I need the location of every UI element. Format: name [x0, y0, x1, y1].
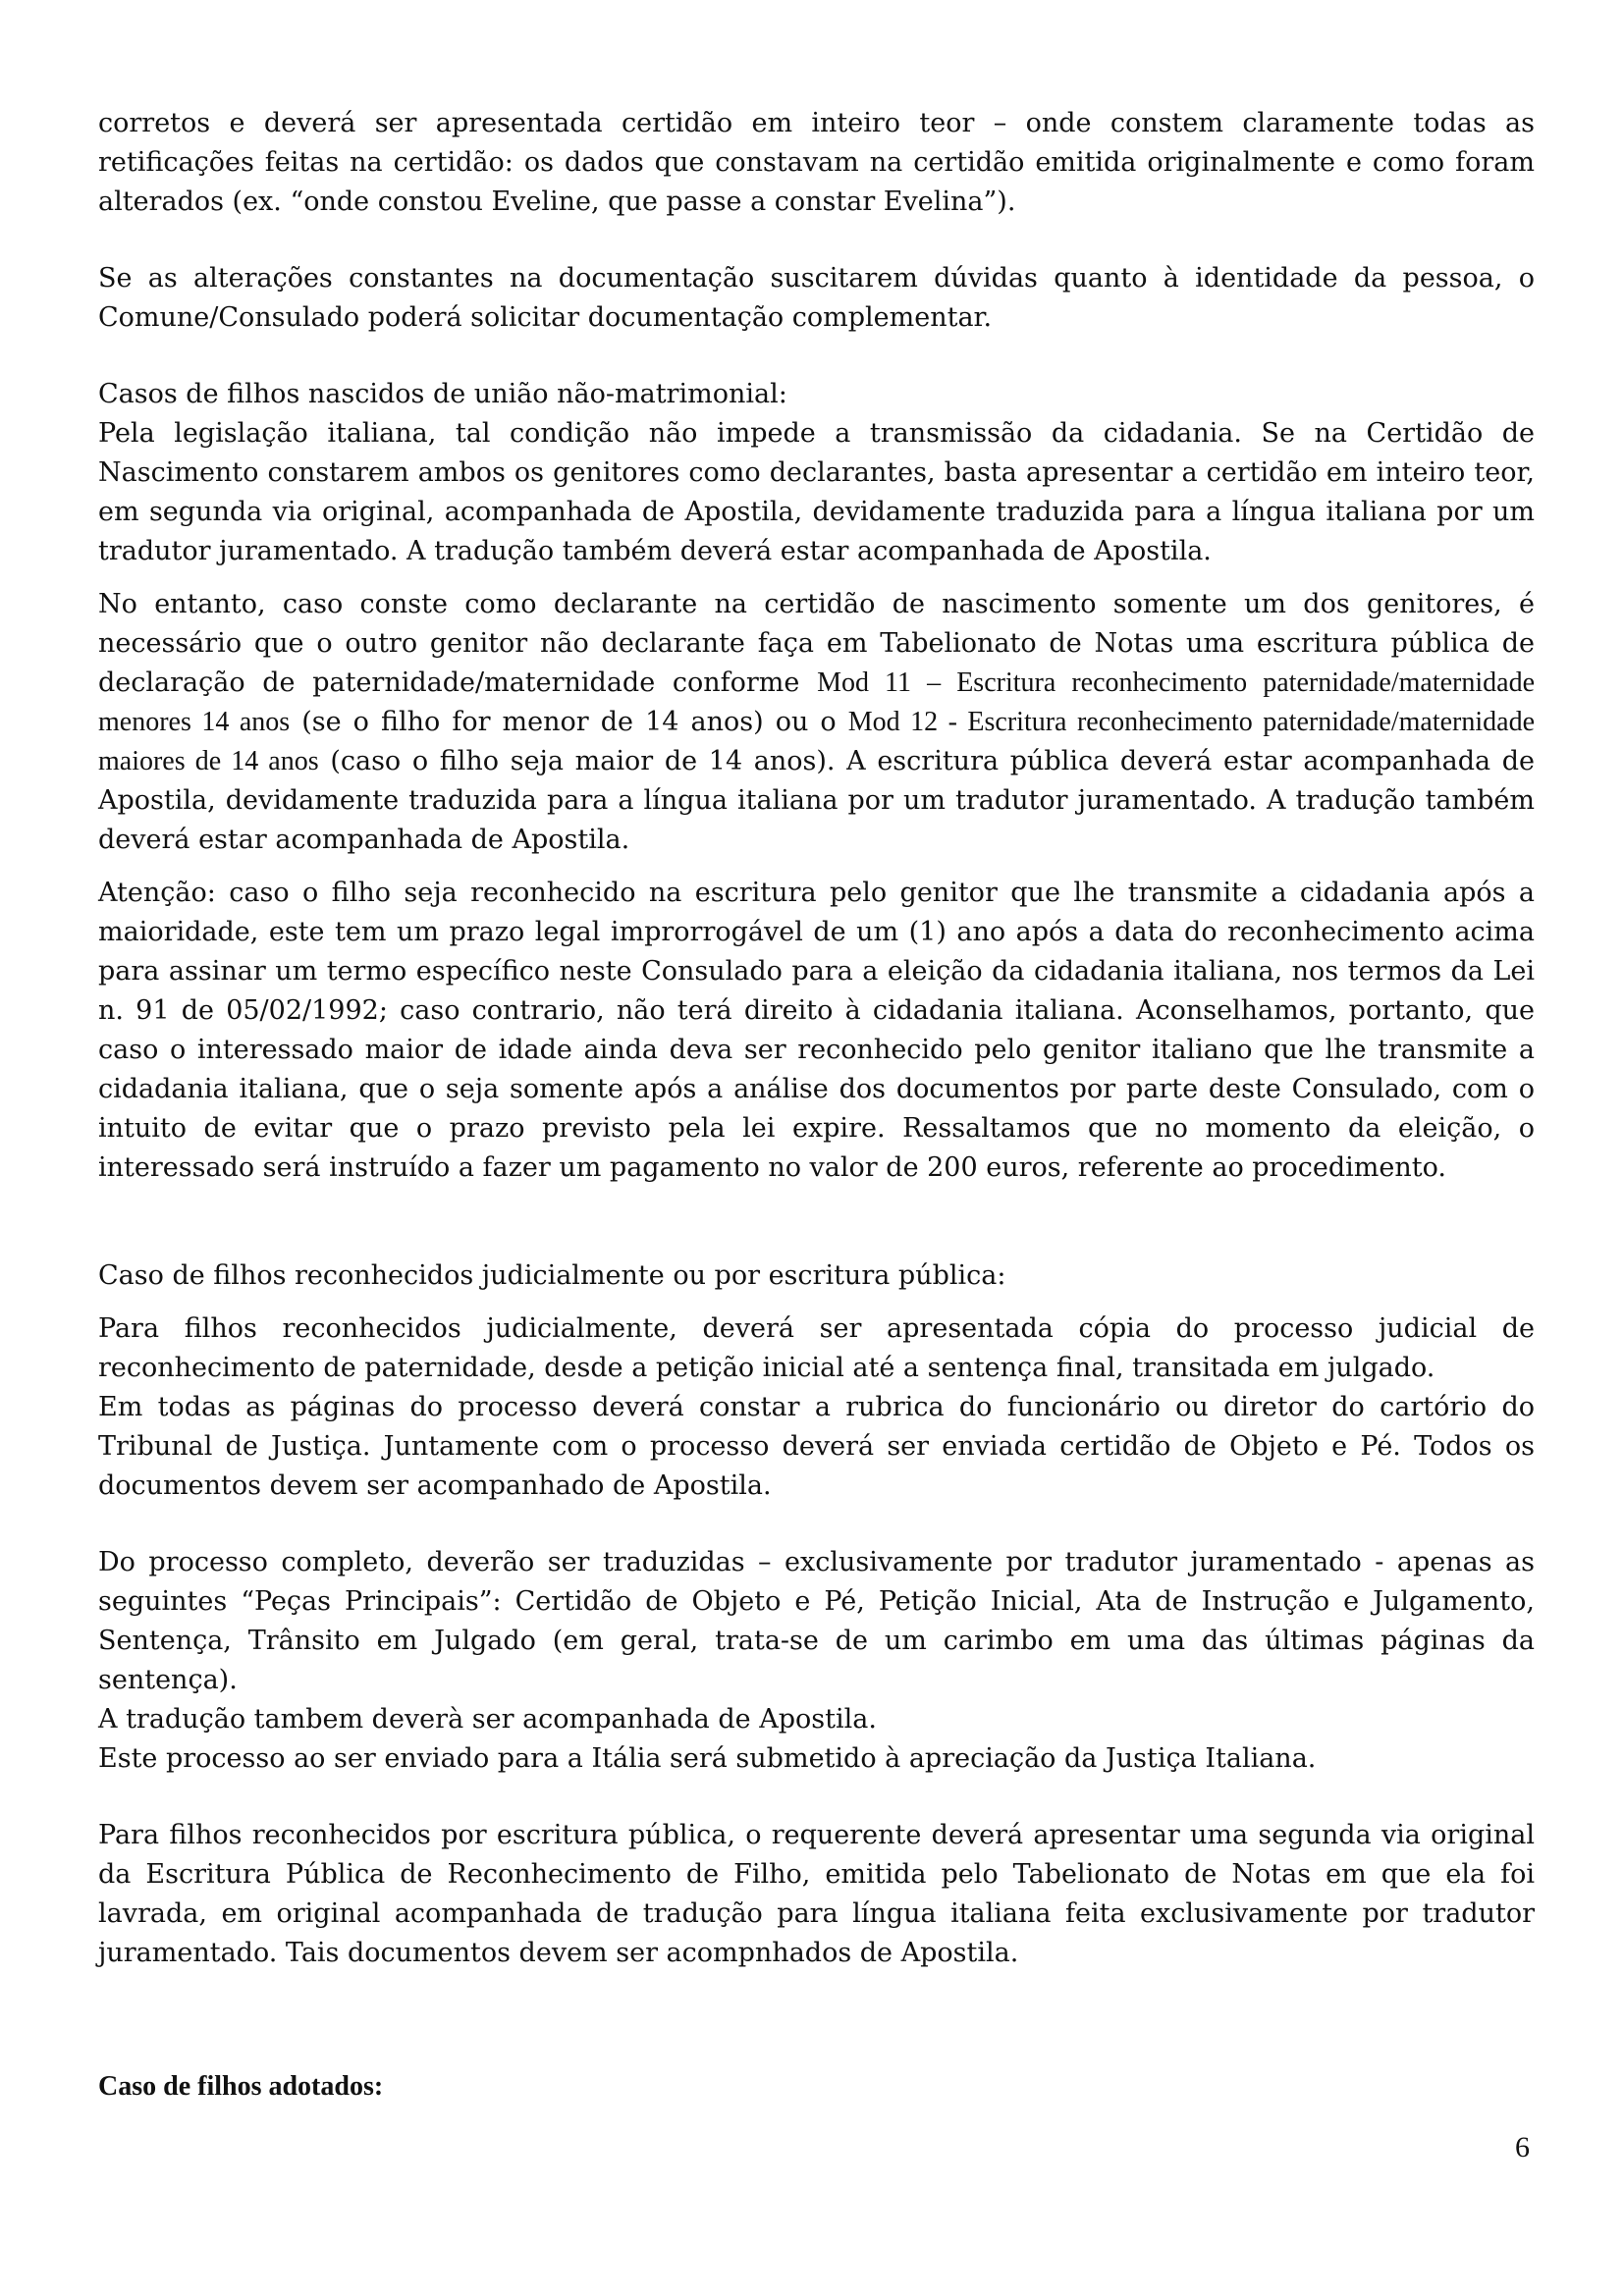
paragraph-translation-pieces: Do processo completo, deverão ser traduzidas – exclusivamente por tradutor juramentado - apenas as seguintes “Peças Principais”: Certidão de Objeto e Pé, Petição Inicial, Ata de Instrução e Julgamento, Sentença, Trânsito em Julgado (em geral, trata-se de um carimbo em uma das últimas páginas da sentença).	[98, 1547, 1535, 1695]
page-number: 6	[1515, 2131, 1530, 2163]
paragraph-public-deed: Para filhos reconhecidos por escritura pública, o requerente deverá apresentar uma segunda via original da Escritura Pública de Reconhecimento de Filho, emitida pelo Tabelionato de Notas em que ela foi lavrada, em original acompanhada de tradução para língua italiana feita exclusivamente por tradutor juramentado. Tais documentos devem ser acompnhados de Apostila.	[98, 1820, 1535, 1968]
link-mod-12[interactable]: Mod 12 - Escritura reconhecimento paternidade/maternidade maiores de 14 anos	[98, 707, 1535, 776]
paragraph-rectification: corretos e deverá ser apresentada certidão em inteiro teor – onde constem claramente todas as retificações feitas na certidão: os dados que constavam na certidão emitida originalmente e como foram alterados (ex. “onde constou Eveline, que passe a constar Evelina”).	[98, 108, 1535, 217]
paragraph-single-declarant-minor: (se o filho for menor de 14 anos) ou o	[301, 707, 837, 737]
paragraph-identity-doubts: Se as alterações constantes na documentação suscitarem dúvidas quanto à identidade da pessoa, o Comune/Consulado poderá solicitar documentação complementar.	[98, 263, 1535, 333]
paragraph-single-declarant	[98, 585, 1535, 860]
paragraph-translation-apostille: A tradução tambem deverà ser acompanhada de Apostila.	[98, 1704, 877, 1735]
paragraph-judicial: Para filhos reconhecidos judicialmente, deverá ser apresentada cópia do processo judicial de reconhecimento de paternidade, desde a petição inicial até a sentença final, transitada em julgado.	[98, 1313, 1535, 1383]
section-heading-recognized: Caso de filhos reconhecidos judicialmente ou por escritura pública:	[98, 1260, 1006, 1291]
section-heading-non-matrimonial: Casos de filhos nascidos de união não-matrimonial:	[98, 379, 787, 409]
paragraph-attention: Atenção: caso o filho seja reconhecido na escritura pelo genitor que lhe transmite a cidadania após a maioridade, este tem um prazo legal improrrogável de um (1) ano após a data do reconhecimento acima para assinar um termo específico neste Consulado para a eleição da cidadania italiana, nos termos da Lei n. 91 de 05/02/1992; caso contrario, não terá direito à cidadania italiana. Aconselhamos, portanto, que caso o interessado maior de idade ainda deva ser reconhecido pelo genitor italiano que lhe transmite a cidadania italiana, que o seja somente após a análise dos documentos por parte deste Consulado, com o intuito de evitar que o prazo previsto pela lei expire. Ressaltamos que no momento da eleição, o interessado será instruído a fazer um pagamento no valor de 200 euros, referente ao procedimento.	[98, 878, 1535, 1183]
section-heading-adopted: Caso de filhos adotados:	[98, 2071, 384, 2102]
page-content	[98, 104, 1535, 2107]
paragraph-judicial-pages: Em todas as páginas do processo deverá constar a rubrica do funcionário ou diretor do cartório do Tribunal de Justiça. Juntamente com o processo deverá ser enviada certidão de Objeto e Pé. Todos os documentos devem ser acompanhado de Apostila.	[98, 1392, 1535, 1501]
paragraph-italian-justice: Este processo ao ser enviado para a Itália será submetido à apreciação da Justiça Italiana.	[98, 1743, 1317, 1774]
paragraph-both-declarants: Pela legislação italiana, tal condição não impede a transmissão da cidadania. Se na Certidão de Nascimento constarem ambos os genitores como declarantes, basta apresentar a certidão em inteiro teor, em segunda via original, acompanhada de Apostila, devidamente traduzida para a língua italiana por um tradutor juramentado. A tradução também deverá estar acompanhada de Apostila.	[98, 418, 1535, 566]
paragraph-single-declarant-end: (caso o filho seja maior de 14 anos). A escritura pública deverá estar acompanhada de Apostila, devidamente traduzida para a língua italiana por um tradutor juramentado. A tradução também deverá estar acompanhada de Apostila.	[98, 746, 1535, 855]
paragraph-single-declarant-intro: No entanto, caso conste como declarante na certidão de nascimento somente um dos genitores, é necessário que o outro genitor não declarante faça em Tabelionato de Notas uma escritura pública de declaração de paternidade/maternidade conforme	[98, 589, 1535, 698]
link-mod-11[interactable]: Mod 11 – Escritura reconhecimento paternidade/maternidade menores 14 anos	[98, 667, 1535, 737]
